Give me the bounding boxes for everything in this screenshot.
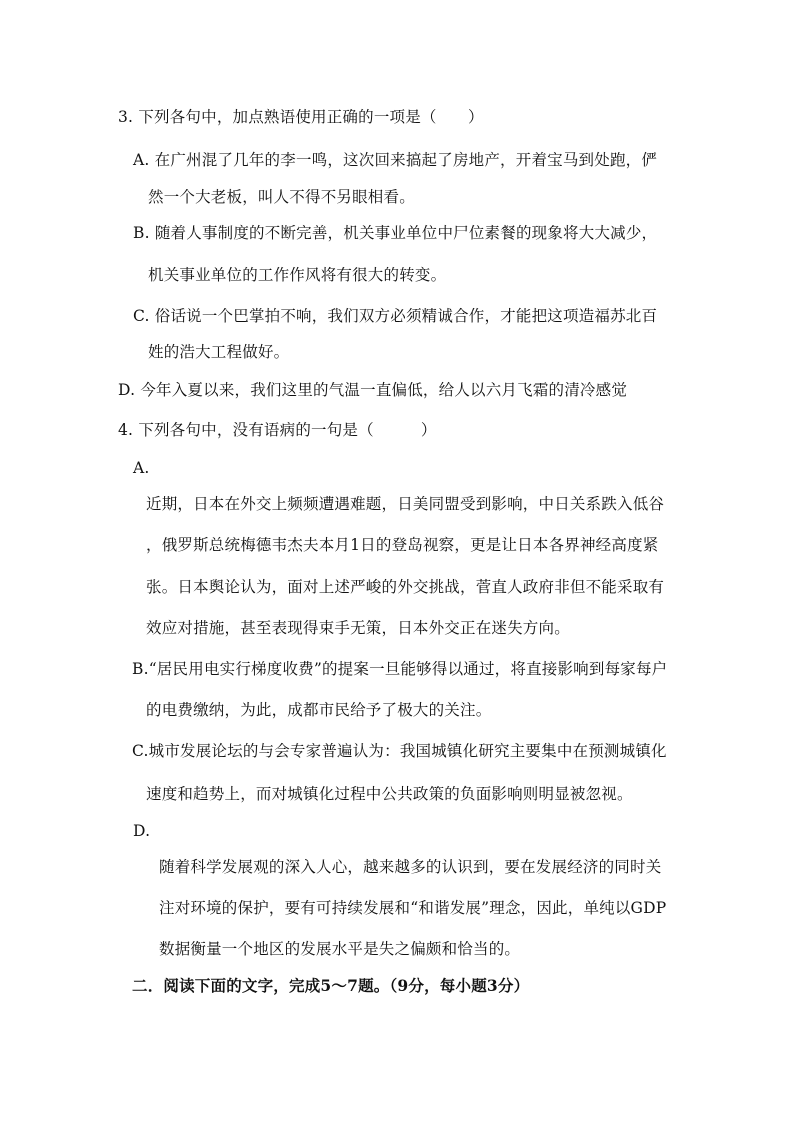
question-4-option-d-line-2: 注对环境的保护，要有可持续发展和“和谐发展”理念，因此，单纯以GDP (159, 899, 667, 917)
question-4-option-a-label: A. (133, 459, 150, 477)
question-3-option-a-line-2: 然一个大老板，叫人不得不另眼相看。 (148, 188, 415, 206)
question-3-option-b-line-2: 机关事业单位的工作作风将有很大的转变。 (148, 266, 447, 284)
question-4-option-c-line-2: 速度和趋势上，而对城镇化过程中公共政策的负面影响则明显被忽视。 (146, 785, 633, 803)
question-3-option-c-line-1: C. 俗话说一个巴掌拍不响，我们双方必须精诚合作，才能把这项造福苏北百 (133, 307, 658, 325)
question-4-option-b-line-2: 的电费缴纳，为此，成都市民给予了极大的关注。 (146, 701, 492, 719)
question-4-option-b-line-1: B.“居民用电实行梯度收费”的提案一旦能够得以通过，将直接影响到每家每户 (132, 660, 668, 678)
question-4-option-a-line-3: 张。日本舆论认为，面对上述严峻的外交挑战，菅直人政府非但不能采取有 (146, 578, 665, 596)
question-3-stem: 3. 下列各句中，加点熟语使用正确的一项是（ ） (118, 108, 484, 126)
question-3-option-c-line-2: 姓的浩大工程做好。 (148, 343, 290, 361)
question-3-option-d: D. 今年入夏以来，我们这里的气温一直偏低，给人以六月飞霜的清冷感觉 (118, 381, 628, 399)
question-3-option-a-line-1: A. 在广州混了几年的李一鸣，这次回来搞起了房地产，开着宝马到处跑，俨 (133, 151, 658, 169)
question-4-option-d-line-3: 数据衡量一个地区的发展水平是失之偏颇和恰当的。 (159, 940, 521, 958)
section-2-heading: 二．阅读下面的文字，完成5～7题。（9分，每小题3分） (132, 976, 530, 995)
question-4-option-c-line-1: C.城市发展论坛的与会专家普遍认为：我国城镇化研究主要集中在预测城镇化 (132, 742, 667, 760)
question-4-option-a-line-4: 效应对措施，甚至表现得束手无策，日本外交正在迷失方向。 (146, 619, 570, 637)
question-4-option-a-line-2: ，俄罗斯总统梅德韦杰夫本月1日的登岛视察，更是让日本各界神经高度紧 (146, 536, 659, 554)
question-4-option-d-label: D. (133, 822, 151, 840)
question-4-option-d-line-1: 随着科学发展观的深入人心，越来越多的认识到，要在发展经济的同时关 (159, 858, 662, 876)
question-4-stem: 4. 下列各句中，没有语病的一句是（ ） (118, 421, 437, 439)
question-4-option-a-line-1: 近期，日本在外交上频频遭遇难题，日美同盟受到影响，中日关系跌入低谷 (146, 495, 665, 513)
question-3-option-b-line-1: B. 随着人事制度的不断完善，机关事业单位中尸位素餐的现象将大大减少， (133, 224, 658, 242)
